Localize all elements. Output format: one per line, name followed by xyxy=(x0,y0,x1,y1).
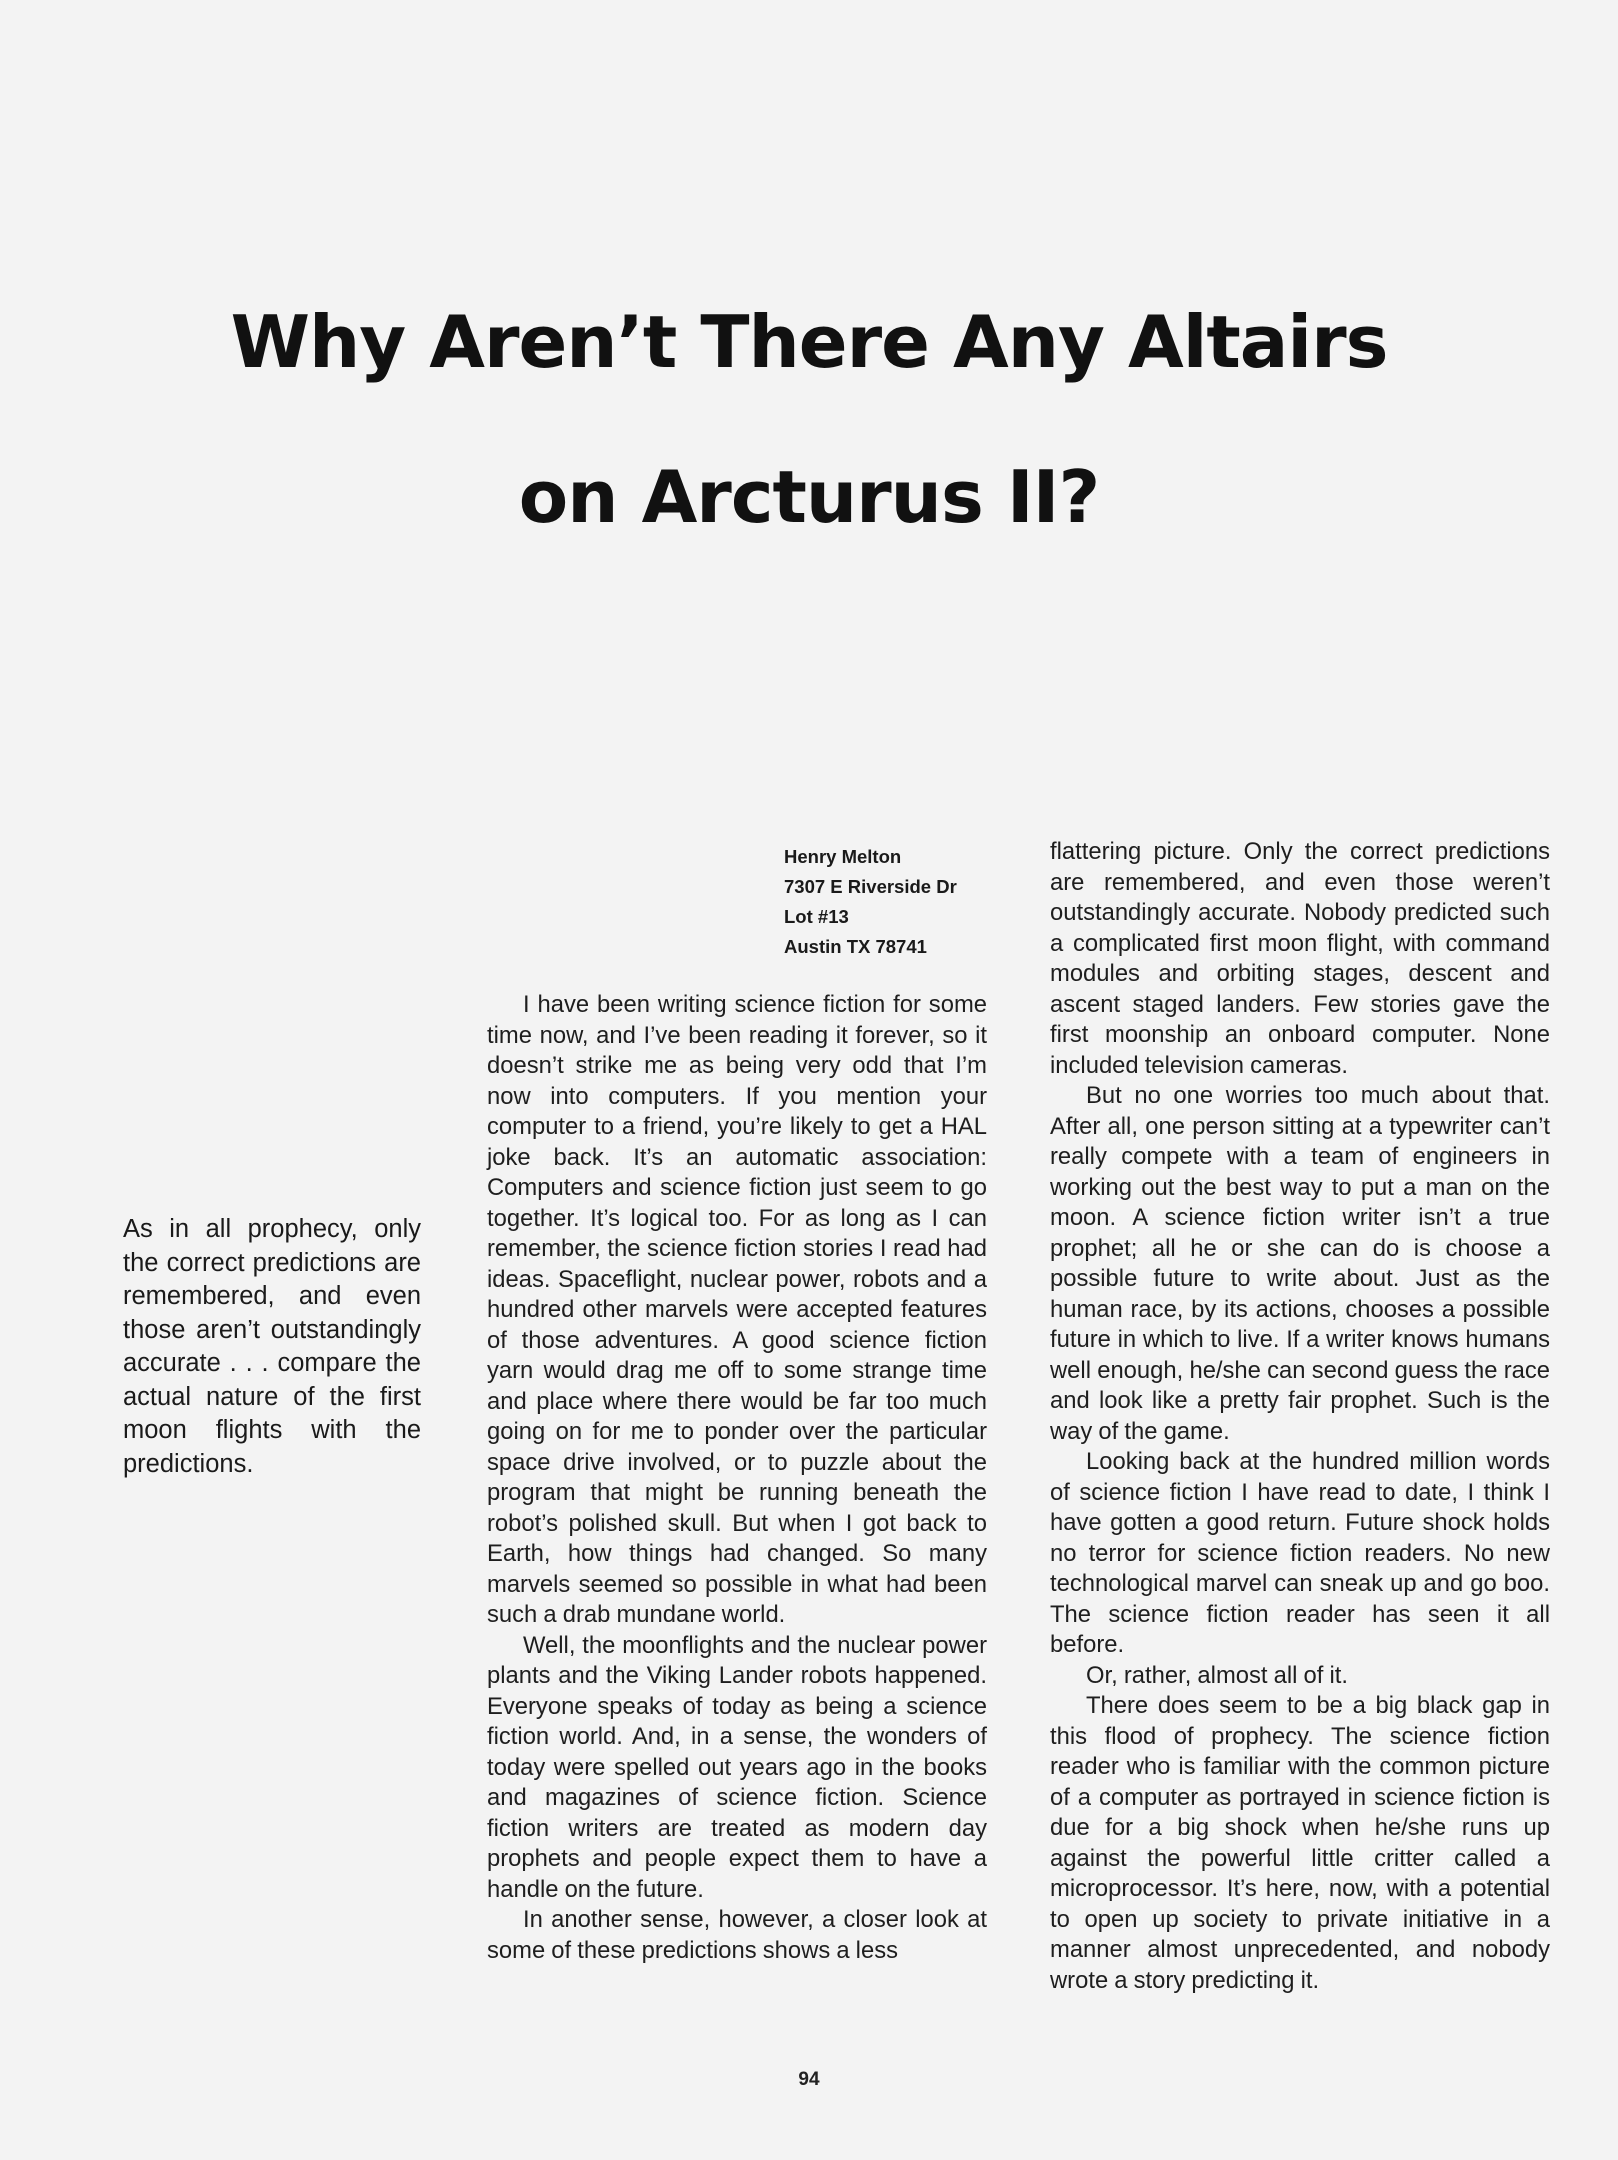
author-city: Austin TX 78741 xyxy=(784,936,927,957)
body-column-1 xyxy=(487,990,987,1966)
article-title-line-2: on Arcturus II? xyxy=(518,455,1100,539)
author-street: 7307 E Riverside Dr xyxy=(784,876,957,897)
paragraph: There does seem to be a big black gap in this flood of prophecy. The science fiction reader who is familiar with the common picture of a computer as portrayed in science fiction is due for a big shock when he/she runs up against the powerful little critter called a microprocessor. It’s here, now, with a potential to open up society to private initiative in a manner almost unprecedented, and nobody wrote a story predicting it. xyxy=(1050,1692,1550,1994)
article-title-line-1: Why Aren’t There Any Altairs xyxy=(230,300,1388,384)
paragraph: Or, rather, almost all of it. xyxy=(1086,1661,1349,1689)
paragraph: Well, the moonflights and the nuclear power plants and the Viking Lander robots happened. Everyone speaks of today as being a science fiction world. And, in a sense, the wonders of today were spelled out years ago in the books and magazines of science fiction. Science fiction writers are treated as modern day prophets and people expect them to have a handle on the future. xyxy=(487,1631,987,1903)
paragraph: But no one worries too much about that. After all, one person sitting at a typewriter can’t really compete with a team of engineers in working out the best way to put a man on the moon. A science fiction writer isn’t a true prophet; all he or she can do is choose a possible future to write about. Just as the human race, by its actions, chooses a possible future in which to live. If a writer knows humans well enough, he/she can second guess the race and look like a pretty fair prophet. Such is the way of the game. xyxy=(1050,1082,1550,1445)
author-name: Henry Melton xyxy=(784,846,902,867)
author-address-block xyxy=(784,842,1044,962)
paragraph-continued: flattering picture. Only the correct predictions are remembered, and even those weren’t outstandingly accurate. Nobody predicted such a complicated first moon flight, with command modules and orbiting stages, descent and ascent staged landers. Few stories gave the first moonship an onboard computer. None included television cameras. xyxy=(1050,838,1550,1079)
author-lot: Lot #13 xyxy=(784,906,849,927)
page-number: 94 xyxy=(798,2069,820,2090)
paragraph: I have been writing science fiction for some time now, and I’ve been reading it forever, so it doesn’t strike me as being very odd that I’m now into computers. If you mention your computer to a friend, you’re likely to get a HAL joke back. It’s an automatic association: Computers and science fiction just seem to go together. It’s logical too. For as long as I can remember, the science fiction stories I read had ideas. Spaceflight, nuclear power, robots and a hundred other marvels were accepted features of those adventures. A good science fiction yarn would drag me off to some strange time and place where there would be far too much going on for me to ponder over the particular space drive involved, or to puzzle about the program that might be running beneath the robot’s polished skull. But when I got back to Earth, how things had changed. So many marvels seemed so possible in what had been such a drab mundane world. xyxy=(487,991,987,1628)
paragraph: In another sense, however, a closer look at some of these predictions shows a less xyxy=(487,1906,987,1964)
paragraph: Looking back at the hundred million words of science fiction I have read to date, I think I have gotten a good return. Future shock holds no terror for science fiction readers. No new technological marvel can sneak up and go boo. The science fiction reader has seen it all before. xyxy=(1050,1448,1550,1658)
body-column-2 xyxy=(1050,837,1550,1996)
pull-quote: As in all prophecy, only the correct predictions are remembered, and even those aren’t outstandingly accurate . . . compare the actual nature of the first moon flights with the predictions. xyxy=(123,1215,421,1478)
